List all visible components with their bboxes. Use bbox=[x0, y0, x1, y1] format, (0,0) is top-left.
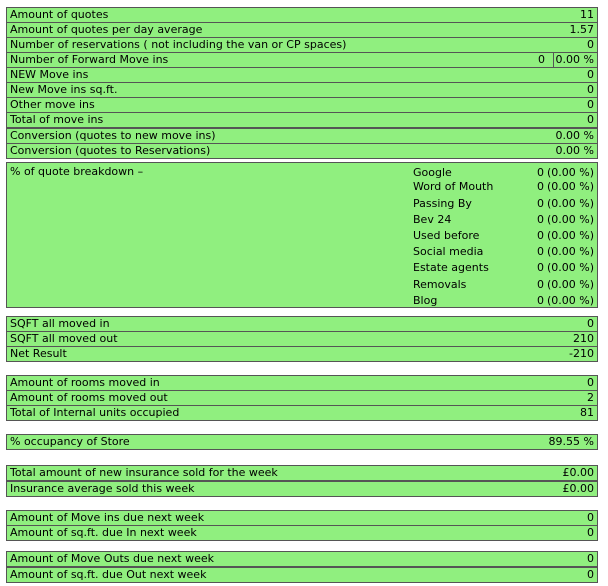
row-internal-units-occupied bbox=[6, 405, 598, 421]
row-value: £0.00 bbox=[562, 466, 594, 479]
source-count: 0 bbox=[537, 197, 544, 210]
breakdown-title: % of quote breakdown – bbox=[10, 165, 144, 178]
row-reservations bbox=[6, 37, 598, 53]
row-net-result bbox=[6, 346, 598, 362]
row-sqft-moved-out bbox=[6, 331, 598, 347]
row-value: 0 bbox=[587, 526, 594, 539]
row-label: Amount of rooms moved out bbox=[10, 391, 168, 404]
row-new-move-ins bbox=[6, 67, 598, 83]
row-label: Amount of sq.ft. due In next week bbox=[10, 526, 197, 539]
row-label: Other move ins bbox=[10, 98, 95, 111]
source-label: Passing By bbox=[413, 197, 472, 210]
row-insurance-total bbox=[6, 465, 598, 481]
source-label: Used before bbox=[413, 229, 480, 242]
source-label: Blog bbox=[413, 294, 438, 307]
row-count: 0 bbox=[538, 53, 545, 66]
row-label: Total of move ins bbox=[10, 113, 104, 126]
row-value: 0 bbox=[587, 552, 594, 565]
row-label: NEW Move ins bbox=[10, 68, 89, 81]
source-percent: (0.00 %) bbox=[546, 245, 594, 258]
row-value: 0 bbox=[587, 68, 594, 81]
row-occupancy bbox=[6, 434, 598, 450]
row-label: Conversion (quotes to new move ins) bbox=[10, 129, 216, 142]
row-value: 0.00 % bbox=[555, 144, 594, 157]
quote-breakdown-panel bbox=[6, 162, 598, 308]
source-count: 0 bbox=[537, 278, 544, 291]
row-label: Total of Internal units occupied bbox=[10, 406, 180, 419]
row-value: 1.57 bbox=[569, 23, 594, 36]
source-count: 0 bbox=[537, 294, 544, 307]
row-label: New Move ins sq.ft. bbox=[10, 83, 118, 96]
row-value: -210 bbox=[569, 347, 594, 360]
row-value: 0.00 % bbox=[555, 53, 594, 66]
row-sqft-moved-in bbox=[6, 316, 598, 332]
source-count: 0 bbox=[537, 166, 544, 179]
row-forward-move-ins bbox=[6, 52, 598, 68]
row-label: Amount of quotes bbox=[10, 8, 109, 21]
row-label: Total amount of new insurance sold for the week bbox=[10, 466, 278, 479]
row-label: Amount of Move ins due next week bbox=[10, 511, 205, 524]
row-label: Amount of rooms moved in bbox=[10, 376, 160, 389]
row-label: Insurance average sold this week bbox=[10, 482, 195, 495]
row-value: 0.00 % bbox=[555, 129, 594, 142]
row-conversion-move-ins bbox=[6, 128, 598, 144]
source-label: Word of Mouth bbox=[413, 180, 494, 193]
source-count: 0 bbox=[537, 229, 544, 242]
row-conversion-reservations bbox=[6, 143, 598, 159]
source-count: 0 bbox=[537, 245, 544, 258]
row-label: Amount of Move Outs due next week bbox=[10, 552, 214, 565]
row-value: 11 bbox=[580, 8, 594, 21]
source-count: 0 bbox=[537, 261, 544, 274]
row-other-move-ins bbox=[6, 97, 598, 113]
source-percent: (0.00 %) bbox=[546, 278, 594, 291]
row-move-ins-due bbox=[6, 510, 598, 526]
row-value: 2 bbox=[587, 391, 594, 404]
row-rooms-moved-out bbox=[6, 390, 598, 406]
source-label: Google bbox=[413, 166, 452, 179]
source-count: 0 bbox=[537, 180, 544, 193]
source-label: Removals bbox=[413, 278, 467, 291]
source-percent: (0.00 %) bbox=[546, 229, 594, 242]
row-label: SQFT all moved out bbox=[10, 332, 118, 345]
row-value: 0 bbox=[587, 568, 594, 581]
source-percent: (0.00 %) bbox=[546, 294, 594, 307]
row-value: 89.55 % bbox=[548, 435, 594, 448]
row-value: 0 bbox=[587, 317, 594, 330]
row-value: 0 bbox=[587, 98, 594, 111]
row-label: SQFT all moved in bbox=[10, 317, 110, 330]
row-label: Number of reservations ( not including the van or CP spaces) bbox=[10, 38, 347, 51]
row-amount-of-quotes bbox=[6, 7, 598, 23]
row-new-move-ins-sqft bbox=[6, 82, 598, 98]
source-count: 0 bbox=[537, 213, 544, 226]
row-total-move-ins bbox=[6, 112, 598, 128]
row-value: 0 bbox=[587, 83, 594, 96]
row-value: 0 bbox=[587, 38, 594, 51]
row-value: 210 bbox=[573, 332, 594, 345]
row-label: Number of Forward Move ins bbox=[10, 53, 169, 66]
source-label: Bev 24 bbox=[413, 213, 452, 226]
row-label: Net Result bbox=[10, 347, 67, 360]
source-percent: (0.00 %) bbox=[546, 166, 594, 179]
row-label: Conversion (quotes to Reservations) bbox=[10, 144, 211, 157]
source-percent: (0.00 %) bbox=[546, 180, 594, 193]
row-value: 0 bbox=[587, 376, 594, 389]
source-label: Social media bbox=[413, 245, 484, 258]
row-label: Amount of sq.ft. due Out next week bbox=[10, 568, 207, 581]
row-value: 0 bbox=[587, 511, 594, 524]
source-percent: (0.00 %) bbox=[546, 261, 594, 274]
row-label: % occupancy of Store bbox=[10, 435, 130, 448]
row-value: 81 bbox=[580, 406, 594, 419]
row-label: Amount of quotes per day average bbox=[10, 23, 203, 36]
row-value: 0 bbox=[587, 113, 594, 126]
row-value: £0.00 bbox=[562, 482, 594, 495]
row-quotes-per-day bbox=[6, 22, 598, 38]
row-sqft-out-due bbox=[6, 567, 598, 583]
source-percent: (0.00 %) bbox=[546, 197, 594, 210]
row-rooms-moved-in bbox=[6, 375, 598, 391]
source-label: Estate agents bbox=[413, 261, 489, 274]
row-insurance-average bbox=[6, 481, 598, 497]
cell-divider bbox=[553, 53, 554, 67]
row-sqft-in-due bbox=[6, 525, 598, 541]
source-percent: (0.00 %) bbox=[546, 213, 594, 226]
row-move-outs-due bbox=[6, 551, 598, 567]
